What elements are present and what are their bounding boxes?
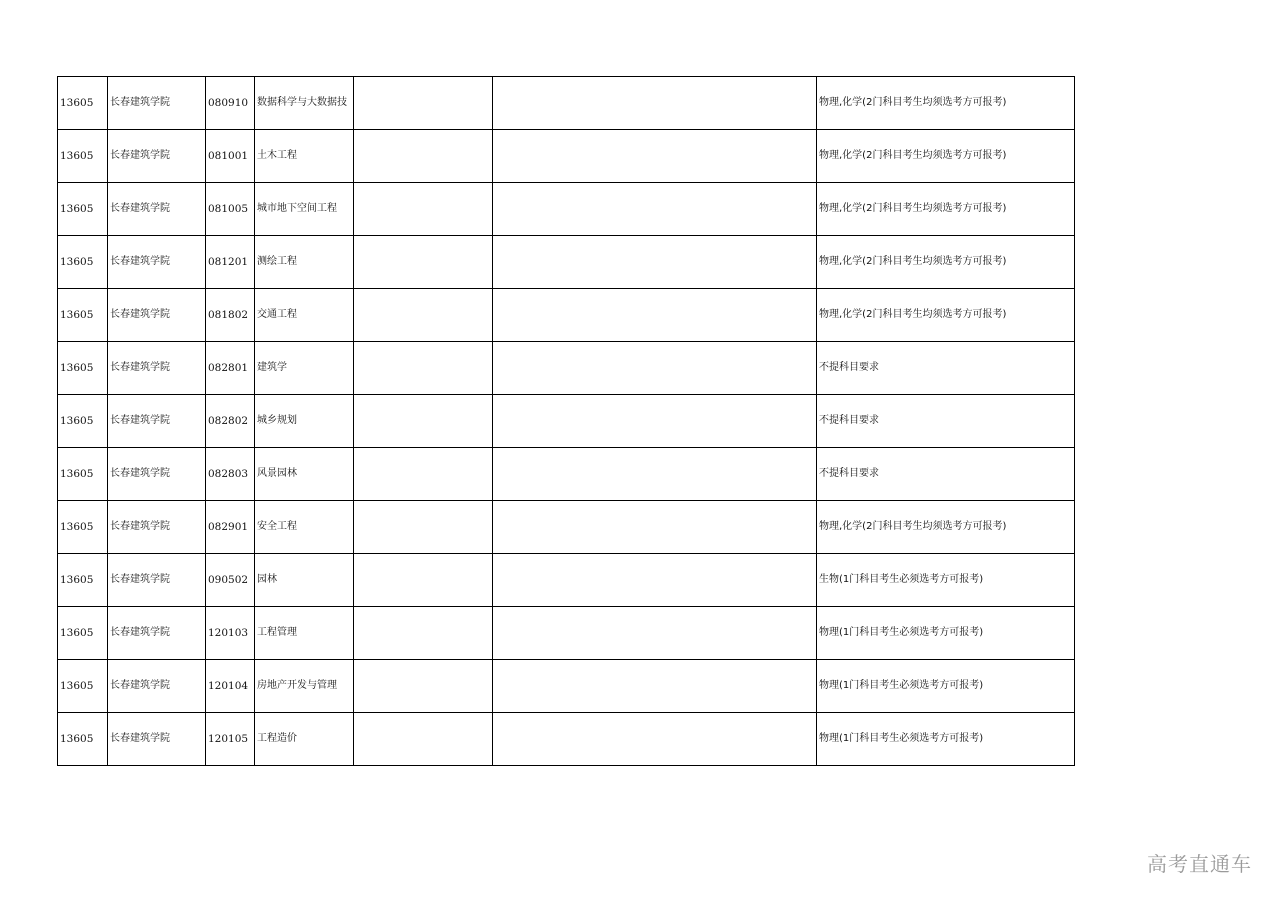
- cell-empty-2: [493, 236, 817, 289]
- cell-subject-requirement: 物理(1门科目考生必须选考方可报考): [817, 660, 1075, 713]
- cell-subject-requirement: 物理,化学(2门科目考生均须选考方可报考): [817, 289, 1075, 342]
- table-row: [58, 130, 1075, 183]
- cell-school-name: 长春建筑学院: [108, 554, 206, 607]
- cell-school-code: 13605: [58, 448, 108, 501]
- cell-school-name: 长春建筑学院: [108, 130, 206, 183]
- cell-subject-requirement: 物理,化学(2门科目考生均须选考方可报考): [817, 501, 1075, 554]
- cell-major-name: 城市地下空间工程: [255, 183, 354, 236]
- table-row: [58, 554, 1075, 607]
- cell-school-code: 13605: [58, 236, 108, 289]
- admission-requirements-table: [57, 76, 1075, 766]
- cell-school-name: 长春建筑学院: [108, 77, 206, 130]
- table-row: [58, 448, 1075, 501]
- table-body: [58, 77, 1075, 766]
- cell-school-code: 13605: [58, 289, 108, 342]
- cell-subject-requirement: 物理,化学(2门科目考生均须选考方可报考): [817, 130, 1075, 183]
- cell-major-name: 安全工程: [255, 501, 354, 554]
- table-row: [58, 289, 1075, 342]
- cell-school-name: 长春建筑学院: [108, 448, 206, 501]
- cell-empty-1: [354, 660, 493, 713]
- cell-empty-2: [493, 342, 817, 395]
- cell-major-code: 081802: [206, 289, 255, 342]
- table-row: [58, 183, 1075, 236]
- cell-empty-1: [354, 183, 493, 236]
- cell-school-code: 13605: [58, 501, 108, 554]
- table-row: [58, 607, 1075, 660]
- cell-major-code: 090502: [206, 554, 255, 607]
- cell-empty-1: [354, 289, 493, 342]
- cell-school-code: 13605: [58, 183, 108, 236]
- cell-empty-1: [354, 130, 493, 183]
- cell-subject-requirement: 不提科目要求: [817, 448, 1075, 501]
- cell-major-name: 工程造价: [255, 713, 354, 766]
- cell-major-name: 园林: [255, 554, 354, 607]
- cell-major-code: 082901: [206, 501, 255, 554]
- cell-empty-2: [493, 395, 817, 448]
- cell-major-code: 081001: [206, 130, 255, 183]
- cell-subject-requirement: 物理,化学(2门科目考生均须选考方可报考): [817, 77, 1075, 130]
- table-row: [58, 660, 1075, 713]
- cell-school-name: 长春建筑学院: [108, 183, 206, 236]
- cell-school-name: 长春建筑学院: [108, 501, 206, 554]
- cell-major-name: 数据科学与大数据技: [255, 77, 354, 130]
- table-row: [58, 395, 1075, 448]
- cell-major-name: 土木工程: [255, 130, 354, 183]
- cell-empty-1: [354, 77, 493, 130]
- cell-subject-requirement: 生物(1门科目考生必须选考方可报考): [817, 554, 1075, 607]
- cell-empty-2: [493, 77, 817, 130]
- cell-major-code: 120104: [206, 660, 255, 713]
- cell-subject-requirement: 物理(1门科目考生必须选考方可报考): [817, 713, 1075, 766]
- cell-school-code: 13605: [58, 77, 108, 130]
- cell-empty-1: [354, 236, 493, 289]
- cell-school-name: 长春建筑学院: [108, 289, 206, 342]
- cell-empty-1: [354, 713, 493, 766]
- cell-school-name: 长春建筑学院: [108, 342, 206, 395]
- table-row: [58, 713, 1075, 766]
- cell-empty-2: [493, 554, 817, 607]
- cell-school-name: 长春建筑学院: [108, 395, 206, 448]
- cell-school-code: 13605: [58, 660, 108, 713]
- cell-empty-2: [493, 660, 817, 713]
- cell-major-code: 120105: [206, 713, 255, 766]
- cell-major-code: 080910: [206, 77, 255, 130]
- cell-empty-2: [493, 130, 817, 183]
- cell-subject-requirement: 物理(1门科目考生必须选考方可报考): [817, 607, 1075, 660]
- cell-school-name: 长春建筑学院: [108, 236, 206, 289]
- cell-subject-requirement: 不提科目要求: [817, 395, 1075, 448]
- table-row: [58, 236, 1075, 289]
- cell-empty-1: [354, 342, 493, 395]
- cell-school-name: 长春建筑学院: [108, 713, 206, 766]
- cell-empty-1: [354, 448, 493, 501]
- cell-school-code: 13605: [58, 342, 108, 395]
- cell-empty-2: [493, 289, 817, 342]
- cell-major-name: 建筑学: [255, 342, 354, 395]
- cell-major-code: 081201: [206, 236, 255, 289]
- watermark: 高考直通车: [1147, 852, 1252, 876]
- cell-major-name: 工程管理: [255, 607, 354, 660]
- cell-empty-1: [354, 395, 493, 448]
- cell-school-code: 13605: [58, 713, 108, 766]
- cell-major-code: 082802: [206, 395, 255, 448]
- table-row: [58, 501, 1075, 554]
- cell-major-name: 交通工程: [255, 289, 354, 342]
- cell-major-name: 城乡规划: [255, 395, 354, 448]
- cell-major-name: 测绘工程: [255, 236, 354, 289]
- cell-empty-2: [493, 501, 817, 554]
- cell-subject-requirement: 不提科目要求: [817, 342, 1075, 395]
- cell-major-name: 房地产开发与管理: [255, 660, 354, 713]
- cell-empty-2: [493, 713, 817, 766]
- cell-major-code: 082803: [206, 448, 255, 501]
- cell-empty-2: [493, 183, 817, 236]
- cell-subject-requirement: 物理,化学(2门科目考生均须选考方可报考): [817, 183, 1075, 236]
- cell-empty-2: [493, 607, 817, 660]
- table-row: [58, 342, 1075, 395]
- cell-empty-1: [354, 554, 493, 607]
- cell-empty-1: [354, 501, 493, 554]
- cell-school-code: 13605: [58, 554, 108, 607]
- cell-subject-requirement: 物理,化学(2门科目考生均须选考方可报考): [817, 236, 1075, 289]
- cell-major-code: 120103: [206, 607, 255, 660]
- cell-major-code: 081005: [206, 183, 255, 236]
- cell-empty-1: [354, 607, 493, 660]
- cell-school-name: 长春建筑学院: [108, 607, 206, 660]
- cell-school-name: 长春建筑学院: [108, 660, 206, 713]
- cell-school-code: 13605: [58, 395, 108, 448]
- cell-empty-2: [493, 448, 817, 501]
- cell-school-code: 13605: [58, 607, 108, 660]
- table-row: [58, 77, 1075, 130]
- cell-major-name: 风景园林: [255, 448, 354, 501]
- cell-major-code: 082801: [206, 342, 255, 395]
- cell-school-code: 13605: [58, 130, 108, 183]
